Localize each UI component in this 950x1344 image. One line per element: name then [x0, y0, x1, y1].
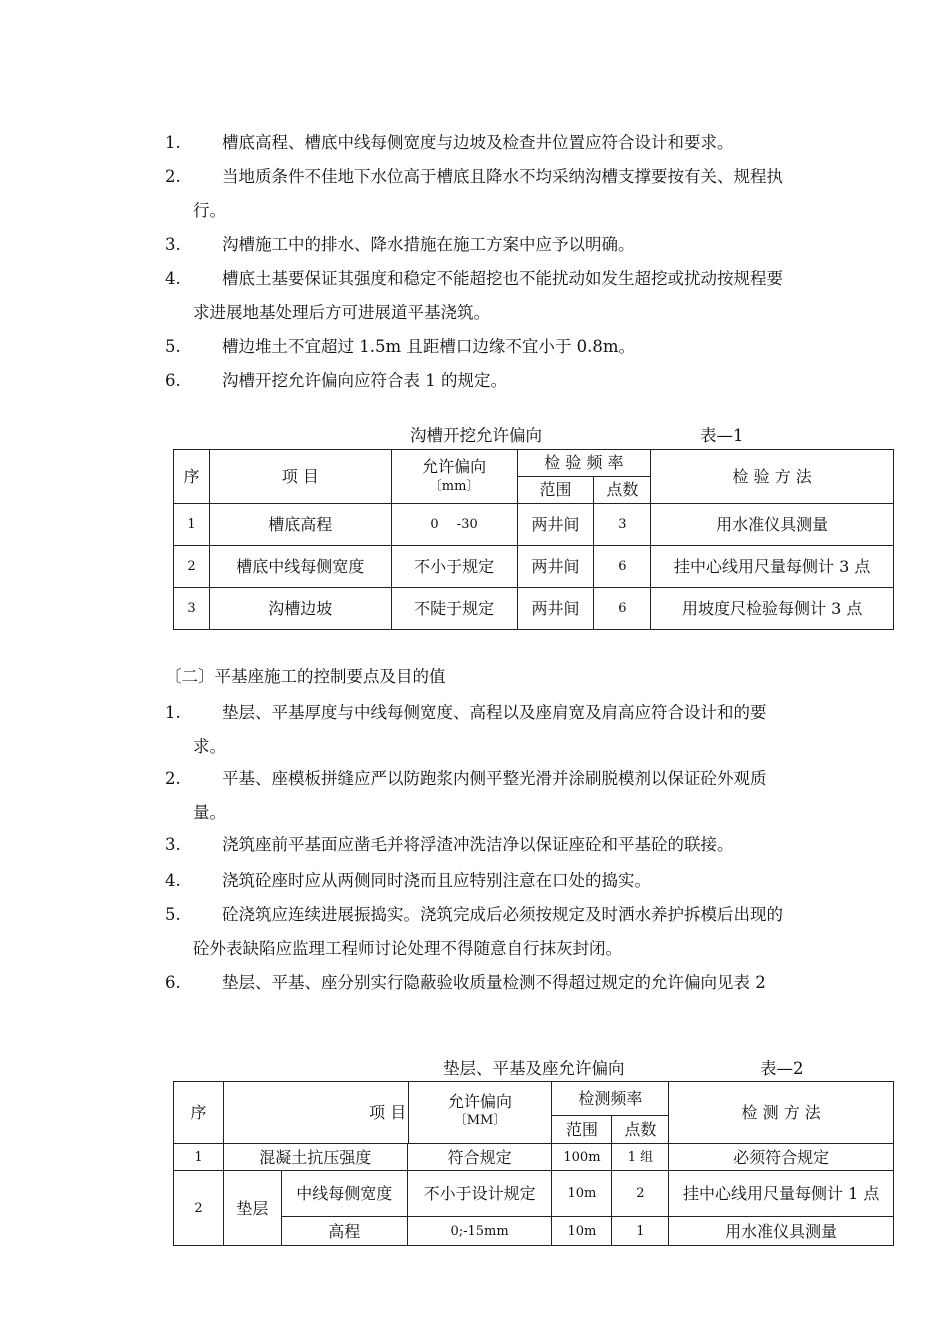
- table-label: 表—2: [760, 1059, 804, 1078]
- item-number: 5.: [165, 905, 181, 924]
- cell-item: 中线每侧宽度: [281, 1171, 407, 1217]
- table-title: 沟槽开挖允许偏向: [410, 426, 542, 445]
- item-text: 浇筑砼座时应从两侧同时浇而且应特别注意在口处的捣实。: [222, 871, 651, 890]
- cell-item: 槽底中线每侧宽度: [209, 546, 391, 588]
- item-text: 垫层、平基厚度与中线每侧宽度、高程以及座肩宽及肩高应符合设计和的要: [222, 703, 767, 722]
- cell-seq: 2: [174, 546, 210, 588]
- list-item: [165, 864, 900, 898]
- header-seq: 序: [174, 1082, 224, 1144]
- header-item: 项 目: [223, 1082, 552, 1144]
- cell-range: 两井间: [517, 504, 594, 546]
- cell-group: 垫层: [223, 1171, 281, 1246]
- cell-seq: 2: [174, 1171, 224, 1246]
- cell-points: 3: [594, 504, 651, 546]
- list-item: [165, 364, 900, 398]
- cell-seq: 3: [174, 588, 210, 630]
- table-row: [174, 546, 894, 588]
- item-text: 槽底高程、槽底中线每侧宽度与边坡及检查井位置应符合设计和要求。: [222, 133, 734, 152]
- table-row: [174, 504, 894, 546]
- item-text: 垫层、平基、座分别实行隐蔽验收质量检测不得超过规定的允许偏向见表 2: [222, 973, 766, 992]
- item-text-continued: 求。: [193, 737, 226, 756]
- cell-tolerance: 0;-15mm: [407, 1217, 552, 1246]
- item-text: 砼浇筑应连续进展振捣实。浇筑完成后必须按规定及时洒水养护拆模后出现的: [222, 905, 783, 924]
- item-number: 3.: [165, 835, 181, 854]
- cell-tolerance: 不陡于规定: [391, 588, 517, 630]
- header-tolerance: [391, 450, 517, 504]
- item-text: 平基、座模板拼缝应严以防跑浆内侧平整光滑并涂刷脱模剂以保证砼外观质: [222, 769, 767, 788]
- table-label: 表—1: [700, 426, 744, 445]
- item-number: 6.: [165, 973, 181, 992]
- header-frequency: 检 验 频 率: [517, 450, 651, 477]
- cell-range: 两井间: [517, 546, 594, 588]
- header-points: 点数: [612, 1116, 669, 1144]
- cell-method: 必须符合规定: [669, 1144, 894, 1171]
- table-row: [174, 1144, 894, 1171]
- table-row: [174, 1217, 894, 1246]
- cell-tolerance: 符合规定: [407, 1144, 552, 1171]
- header-unit: 〔MM〕: [453, 1113, 507, 1128]
- cell-item: 混凝土抗压强度: [223, 1144, 407, 1171]
- cell-range: 两井间: [517, 588, 594, 630]
- cell-points: 6: [594, 588, 651, 630]
- cell-points: 6: [594, 546, 651, 588]
- cell-points: 1 组: [612, 1144, 669, 1171]
- cell-item: 高程: [281, 1217, 407, 1246]
- section-heading: 〔二〕平基座施工的控制要点及目的值: [165, 667, 446, 686]
- header-tolerance: [408, 1082, 552, 1143]
- cell-tolerance: 不小于规定: [391, 546, 517, 588]
- item-number: 3.: [165, 235, 181, 254]
- list-item: [165, 696, 900, 764]
- item-text-continued: 砼外表缺陷应监理工程师讨论处理不得随意自行抹灰封闭。: [193, 939, 622, 958]
- item-number: 1.: [165, 133, 181, 152]
- item-number: 2.: [165, 769, 181, 788]
- list-item: [165, 330, 900, 364]
- header-frequency: 检测频率: [552, 1082, 669, 1116]
- item-number: 6.: [165, 371, 181, 390]
- cell-seq: 1: [174, 504, 210, 546]
- item-text-continued: 求进展地基处理后方可进展道平基浇筑。: [193, 303, 490, 322]
- cell-method: 用坡度尺检验每侧计 3 点: [651, 588, 894, 630]
- cell-tolerance: 0 -30: [391, 504, 517, 546]
- list-item: [165, 828, 900, 862]
- item-text: 槽底土基要保证其强度和稳定不能超挖也不能扰动如发生超挖或扰动按规程要: [222, 269, 783, 288]
- list-item: [165, 126, 900, 160]
- cell-method: 用水准仪具测量: [669, 1217, 894, 1246]
- cell-points: 2: [612, 1171, 669, 1217]
- item-text: 沟槽开挖允许偏向应符合表 1 的规定。: [222, 371, 507, 390]
- cell-item: 槽底高程: [209, 504, 391, 546]
- item-text: 沟槽施工中的排水、降水措施在施工方案中应予以明确。: [222, 235, 635, 254]
- item-number: 4.: [165, 871, 181, 890]
- cell-range: 10m: [552, 1217, 612, 1246]
- item-number: 4.: [165, 269, 181, 288]
- list-item: [165, 762, 900, 830]
- cell-range: 10m: [552, 1171, 612, 1217]
- item-number: 5.: [165, 337, 181, 356]
- cell-item: 沟槽边坡: [209, 588, 391, 630]
- cell-seq: 1: [174, 1144, 224, 1171]
- cell-range: 100m: [552, 1144, 612, 1171]
- header-tolerance-label: 允许偏向: [447, 1092, 512, 1111]
- header-tolerance-label: 允许偏向: [422, 456, 487, 476]
- deviation-table-1: [173, 449, 894, 630]
- header-points: 点数: [594, 477, 651, 504]
- item-text: 槽边堆土不宜超过 1.5m 且距槽口边缘不宜小于 0.8m。: [222, 337, 636, 356]
- header-range: 范围: [552, 1116, 612, 1144]
- header-range: 范围: [517, 477, 594, 504]
- table-row: [174, 1171, 894, 1217]
- list-item: [165, 262, 900, 330]
- item-text-continued: 行。: [193, 201, 226, 220]
- header-seq: 序: [174, 450, 210, 504]
- item-text: 浇筑座前平基面应凿毛并将浮渣冲洗洁净以保证座砼和平基砼的联接。: [222, 835, 734, 854]
- item-text-continued: 量。: [193, 803, 226, 822]
- header-method: 检 验 方 法: [651, 450, 894, 504]
- list-item: [165, 160, 900, 228]
- list-item: [165, 966, 900, 1000]
- cell-method: 挂中心线用尺量每侧计 1 点: [669, 1171, 894, 1217]
- cell-tolerance: 不小于设计规定: [407, 1171, 552, 1217]
- header-unit: 〔mm〕: [428, 478, 480, 494]
- list-item: [165, 898, 900, 966]
- cell-points: 1: [612, 1217, 669, 1246]
- cell-method: 用水准仪具测量: [651, 504, 894, 546]
- item-text: 当地质条件不佳地下水位高于槽底且降水不均采纳沟槽支撑要按有关、规程执: [222, 167, 783, 186]
- item-number: 2.: [165, 167, 181, 186]
- table-title: 垫层、平基及座允许偏向: [443, 1059, 625, 1078]
- list-item: [165, 228, 900, 262]
- table-row: [174, 588, 894, 630]
- header-item: 项 目: [209, 450, 391, 504]
- header-method: 检 测 方 法: [669, 1082, 894, 1144]
- cell-method: 挂中心线用尺量每侧计 3 点: [651, 546, 894, 588]
- item-number: 1.: [165, 703, 181, 722]
